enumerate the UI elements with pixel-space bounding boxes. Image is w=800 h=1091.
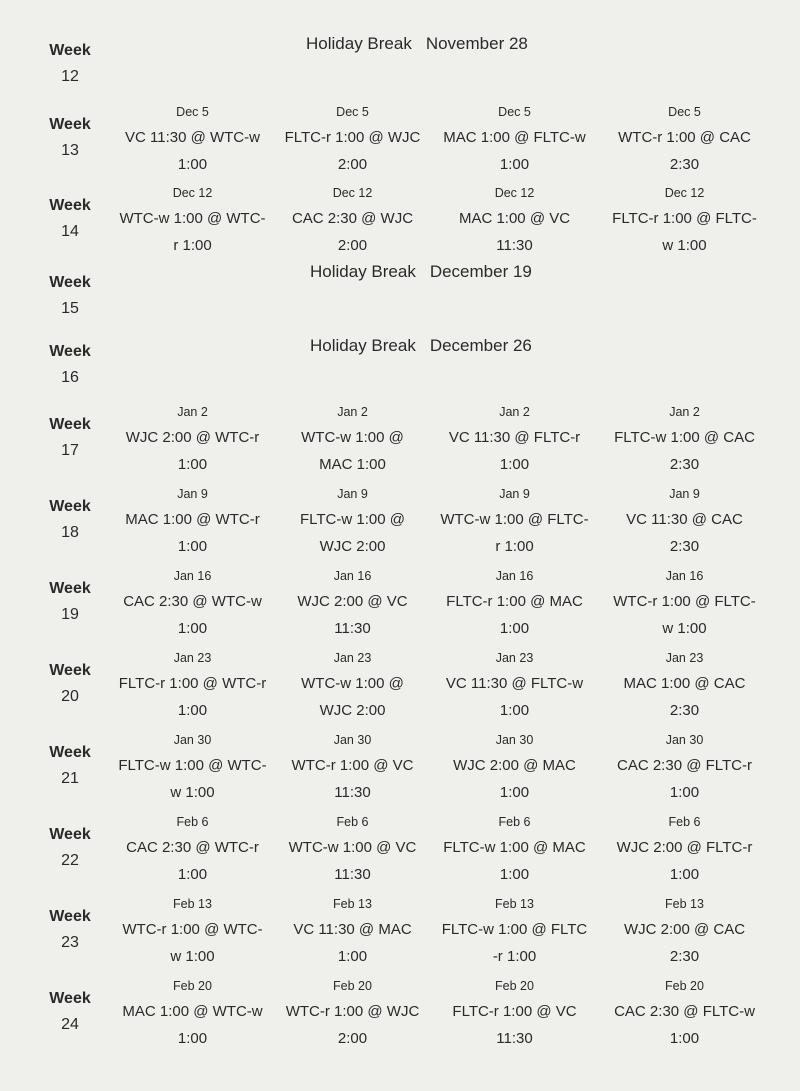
game-date: Jan 9 bbox=[177, 487, 208, 501]
game-cell bbox=[270, 185, 435, 259]
week-word: Week bbox=[49, 908, 91, 925]
game-cell bbox=[270, 978, 435, 1052]
game-date: Feb 20 bbox=[173, 979, 212, 993]
game-date: Jan 23 bbox=[665, 651, 704, 665]
week-label-20 bbox=[40, 658, 100, 710]
holiday-label: Holiday Break bbox=[310, 262, 416, 281]
game-date: Feb 6 bbox=[176, 815, 209, 829]
game-matchup: FLTC-w 1:00 @ FLTC bbox=[441, 921, 588, 938]
week-label-12 bbox=[40, 38, 100, 90]
game-date: Jan 2 bbox=[177, 405, 208, 419]
game-time: MAC 1:00 bbox=[319, 456, 386, 473]
week-word: Week bbox=[49, 42, 91, 59]
week-number: 19 bbox=[61, 606, 79, 623]
week-word: Week bbox=[49, 826, 91, 843]
game-date: Jan 2 bbox=[499, 405, 530, 419]
game-time: r 1:00 bbox=[495, 538, 534, 555]
game-cell bbox=[602, 404, 767, 478]
holiday-label: Holiday Break bbox=[306, 34, 412, 53]
game-matchup: CAC 2:30 @ WJC bbox=[291, 210, 414, 227]
game-cell bbox=[602, 814, 767, 888]
game-cell bbox=[432, 404, 597, 478]
game-cell bbox=[432, 650, 597, 724]
game-date: Jan 30 bbox=[665, 733, 704, 747]
week-number: 22 bbox=[61, 852, 79, 869]
game-time: 1:00 bbox=[499, 456, 530, 473]
game-date: Jan 23 bbox=[173, 651, 212, 665]
holiday-break-row bbox=[310, 262, 630, 282]
game-time: -r 1:00 bbox=[492, 948, 537, 965]
week-word: Week bbox=[49, 580, 91, 597]
game-date: Jan 2 bbox=[337, 405, 368, 419]
game-matchup: FLTC-r 1:00 @ WTC-r bbox=[118, 675, 267, 692]
week-number: 13 bbox=[61, 142, 79, 159]
game-date: Jan 9 bbox=[669, 487, 700, 501]
week-number: 23 bbox=[61, 934, 79, 951]
game-matchup: VC 11:30 @ MAC bbox=[293, 921, 412, 938]
week-label-15 bbox=[40, 270, 100, 322]
game-cell bbox=[602, 978, 767, 1052]
game-cell bbox=[270, 650, 435, 724]
week-word: Week bbox=[49, 744, 91, 761]
week-word: Week bbox=[49, 498, 91, 515]
game-matchup: WTC-r 1:00 @ WTC- bbox=[122, 921, 263, 938]
game-cell bbox=[432, 978, 597, 1052]
week-label-18 bbox=[40, 494, 100, 546]
game-matchup: WJC 2:00 @ CAC bbox=[623, 921, 746, 938]
game-cell bbox=[110, 732, 275, 806]
game-time: 2:30 bbox=[669, 702, 700, 719]
holiday-break-row bbox=[310, 336, 630, 356]
game-time: 1:00 bbox=[499, 702, 530, 719]
game-time: r 1:00 bbox=[173, 237, 212, 254]
game-matchup: WJC 2:00 @ WTC-r bbox=[125, 429, 260, 446]
game-matchup: WTC-w 1:00 @ bbox=[301, 429, 404, 446]
game-matchup: WTC-r 1:00 @ WJC bbox=[285, 1003, 420, 1020]
game-date: Dec 5 bbox=[668, 105, 701, 119]
holiday-break-row bbox=[306, 34, 626, 54]
week-word: Week bbox=[49, 274, 91, 291]
game-date: Jan 30 bbox=[173, 733, 212, 747]
game-matchup: FLTC-w 1:00 @ MAC bbox=[443, 839, 586, 856]
holiday-label: Holiday Break bbox=[310, 336, 416, 355]
game-date: Feb 13 bbox=[495, 897, 534, 911]
game-cell bbox=[110, 486, 275, 560]
game-matchup: CAC 2:30 @ FLTC-r bbox=[617, 757, 752, 774]
game-cell bbox=[110, 650, 275, 724]
game-cell bbox=[602, 650, 767, 724]
game-time: 1:00 bbox=[337, 948, 368, 965]
game-time: 2:30 bbox=[669, 538, 700, 555]
game-cell bbox=[602, 104, 767, 178]
game-time: WJC 2:00 bbox=[319, 538, 386, 555]
game-matchup: VC 11:30 @ WTC-w bbox=[125, 129, 260, 146]
week-number: 21 bbox=[61, 770, 79, 787]
game-time: 1:00 bbox=[669, 1030, 700, 1047]
game-cell bbox=[602, 732, 767, 806]
week-label-13 bbox=[40, 112, 100, 164]
game-time: 11:30 bbox=[334, 784, 371, 801]
week-label-24 bbox=[40, 986, 100, 1038]
game-date: Dec 12 bbox=[332, 186, 373, 200]
game-matchup: WTC-w 1:00 @ FLTC- bbox=[440, 511, 589, 528]
game-matchup: WTC-w 1:00 @ WTC- bbox=[119, 210, 266, 227]
game-date: Feb 6 bbox=[336, 815, 369, 829]
game-date: Jan 2 bbox=[669, 405, 700, 419]
game-matchup: VC 11:30 @ FLTC-w bbox=[445, 675, 584, 692]
game-cell bbox=[602, 185, 767, 259]
game-matchup: MAC 1:00 @ WTC-r bbox=[125, 511, 260, 528]
game-date: Dec 5 bbox=[336, 105, 369, 119]
game-time: 1:00 bbox=[499, 156, 530, 173]
game-time: 1:00 bbox=[177, 456, 208, 473]
game-cell bbox=[110, 404, 275, 478]
game-cell bbox=[110, 896, 275, 970]
game-date: Feb 6 bbox=[498, 815, 531, 829]
game-date: Feb 6 bbox=[668, 815, 701, 829]
week-word: Week bbox=[49, 416, 91, 433]
game-matchup: FLTC-r 1:00 @ FLTC- bbox=[612, 210, 757, 227]
game-cell bbox=[110, 185, 275, 259]
game-matchup: CAC 2:30 @ FLTC-w bbox=[614, 1003, 755, 1020]
game-time: w 1:00 bbox=[662, 620, 707, 637]
game-date: Jan 23 bbox=[495, 651, 534, 665]
game-matchup: WTC-r 1:00 @ CAC bbox=[618, 129, 751, 146]
game-matchup: FLTC-w 1:00 @ bbox=[300, 511, 405, 528]
game-time: 1:00 bbox=[177, 1030, 208, 1047]
game-date: Feb 13 bbox=[173, 897, 212, 911]
holiday-date: December 19 bbox=[429, 262, 532, 281]
game-time: WJC 2:00 bbox=[319, 702, 386, 719]
game-time: 1:00 bbox=[177, 620, 208, 637]
game-matchup: WTC-w 1:00 @ VC bbox=[288, 839, 417, 856]
game-time: 11:30 bbox=[334, 620, 371, 637]
week-number: 12 bbox=[61, 68, 79, 85]
game-cell bbox=[432, 732, 597, 806]
game-cell bbox=[432, 486, 597, 560]
game-date: Dec 12 bbox=[664, 186, 705, 200]
game-cell bbox=[432, 185, 597, 259]
game-matchup: VC 11:30 @ CAC bbox=[626, 511, 743, 528]
game-cell bbox=[602, 568, 767, 642]
game-date: Jan 30 bbox=[333, 733, 372, 747]
game-time: 1:00 bbox=[177, 538, 208, 555]
game-date: Dec 5 bbox=[176, 105, 209, 119]
week-number: 15 bbox=[61, 300, 79, 317]
game-matchup: WTC-r 1:00 @ FLTC- bbox=[613, 593, 756, 610]
game-date: Jan 9 bbox=[337, 487, 368, 501]
game-matchup: FLTC-w 1:00 @ CAC bbox=[614, 429, 755, 446]
game-time: 1:00 bbox=[177, 156, 208, 173]
game-time: 11:30 bbox=[496, 237, 533, 254]
game-matchup: WTC-w 1:00 @ bbox=[301, 675, 404, 692]
week-number: 24 bbox=[61, 1016, 79, 1033]
game-time: 2:30 bbox=[669, 456, 700, 473]
week-number: 16 bbox=[61, 369, 79, 386]
game-cell bbox=[110, 978, 275, 1052]
week-label-23 bbox=[40, 904, 100, 956]
game-matchup: FLTC-r 1:00 @ WJC bbox=[284, 129, 421, 146]
game-time: 1:00 bbox=[499, 784, 530, 801]
week-label-17 bbox=[40, 412, 100, 464]
game-matchup: FLTC-r 1:00 @ MAC bbox=[446, 593, 583, 610]
game-date: Dec 12 bbox=[494, 186, 535, 200]
game-cell bbox=[110, 814, 275, 888]
week-number: 18 bbox=[61, 524, 79, 541]
game-date: Feb 20 bbox=[495, 979, 534, 993]
game-cell bbox=[432, 814, 597, 888]
game-cell bbox=[270, 896, 435, 970]
game-cell bbox=[602, 486, 767, 560]
holiday-date: December 26 bbox=[429, 336, 532, 355]
game-matchup: FLTC-w 1:00 @ WTC- bbox=[118, 757, 267, 774]
game-matchup: MAC 1:00 @ VC bbox=[458, 210, 571, 227]
game-time: 2:00 bbox=[337, 237, 368, 254]
game-date: Feb 20 bbox=[665, 979, 704, 993]
game-time: w 1:00 bbox=[662, 237, 707, 254]
game-date: Feb 13 bbox=[333, 897, 372, 911]
game-matchup: MAC 1:00 @ FLTC-w bbox=[443, 129, 586, 146]
game-time: 2:30 bbox=[669, 156, 700, 173]
game-time: 1:00 bbox=[177, 702, 208, 719]
week-label-14 bbox=[40, 193, 100, 245]
game-cell bbox=[270, 814, 435, 888]
week-number: 14 bbox=[61, 223, 79, 240]
game-time: 2:30 bbox=[669, 948, 700, 965]
game-cell bbox=[110, 568, 275, 642]
game-time: 1:00 bbox=[669, 866, 700, 883]
game-time: w 1:00 bbox=[170, 784, 215, 801]
week-word: Week bbox=[49, 343, 91, 360]
week-number: 17 bbox=[61, 442, 79, 459]
game-cell bbox=[270, 732, 435, 806]
game-matchup: VC 11:30 @ FLTC-r bbox=[448, 429, 581, 446]
game-date: Feb 13 bbox=[665, 897, 704, 911]
week-word: Week bbox=[49, 116, 91, 133]
game-date: Jan 23 bbox=[333, 651, 372, 665]
game-time: 2:00 bbox=[337, 156, 368, 173]
week-number: 20 bbox=[61, 688, 79, 705]
week-label-16 bbox=[40, 339, 100, 391]
game-time: 11:30 bbox=[496, 1030, 533, 1047]
game-cell bbox=[602, 896, 767, 970]
game-matchup: CAC 2:30 @ WTC-w bbox=[123, 593, 262, 610]
game-time: 1:00 bbox=[177, 866, 208, 883]
game-date: Dec 12 bbox=[172, 186, 213, 200]
game-cell bbox=[432, 896, 597, 970]
game-cell bbox=[432, 104, 597, 178]
game-date: Jan 16 bbox=[333, 569, 372, 583]
game-cell bbox=[270, 104, 435, 178]
game-cell bbox=[110, 104, 275, 178]
game-time: 1:00 bbox=[669, 784, 700, 801]
game-matchup: FLTC-r 1:00 @ VC bbox=[452, 1003, 577, 1020]
game-time: 1:00 bbox=[499, 620, 530, 637]
game-matchup: MAC 1:00 @ WTC-w bbox=[122, 1003, 263, 1020]
week-word: Week bbox=[49, 197, 91, 214]
game-matchup: WJC 2:00 @ VC bbox=[297, 593, 408, 610]
week-label-21 bbox=[40, 740, 100, 792]
game-cell bbox=[432, 568, 597, 642]
game-matchup: WTC-r 1:00 @ VC bbox=[291, 757, 414, 774]
game-date: Feb 20 bbox=[333, 979, 372, 993]
week-label-22 bbox=[40, 822, 100, 874]
game-time: 2:00 bbox=[337, 1030, 368, 1047]
game-cell bbox=[270, 568, 435, 642]
week-word: Week bbox=[49, 990, 91, 1007]
game-matchup: WJC 2:00 @ MAC bbox=[453, 757, 576, 774]
game-time: 11:30 bbox=[334, 866, 371, 883]
week-word: Week bbox=[49, 662, 91, 679]
game-date: Jan 16 bbox=[495, 569, 534, 583]
game-matchup: CAC 2:30 @ WTC-r bbox=[126, 839, 259, 856]
game-time: w 1:00 bbox=[170, 948, 215, 965]
game-time: 1:00 bbox=[499, 866, 530, 883]
game-matchup: MAC 1:00 @ CAC bbox=[623, 675, 746, 692]
week-label-19 bbox=[40, 576, 100, 628]
game-cell bbox=[270, 486, 435, 560]
game-date: Jan 9 bbox=[499, 487, 530, 501]
game-date: Jan 16 bbox=[173, 569, 212, 583]
holiday-date: November 28 bbox=[425, 34, 528, 53]
game-date: Jan 30 bbox=[495, 733, 534, 747]
game-date: Dec 5 bbox=[498, 105, 531, 119]
game-cell bbox=[270, 404, 435, 478]
game-date: Jan 16 bbox=[665, 569, 704, 583]
game-matchup: WJC 2:00 @ FLTC-r bbox=[616, 839, 753, 856]
